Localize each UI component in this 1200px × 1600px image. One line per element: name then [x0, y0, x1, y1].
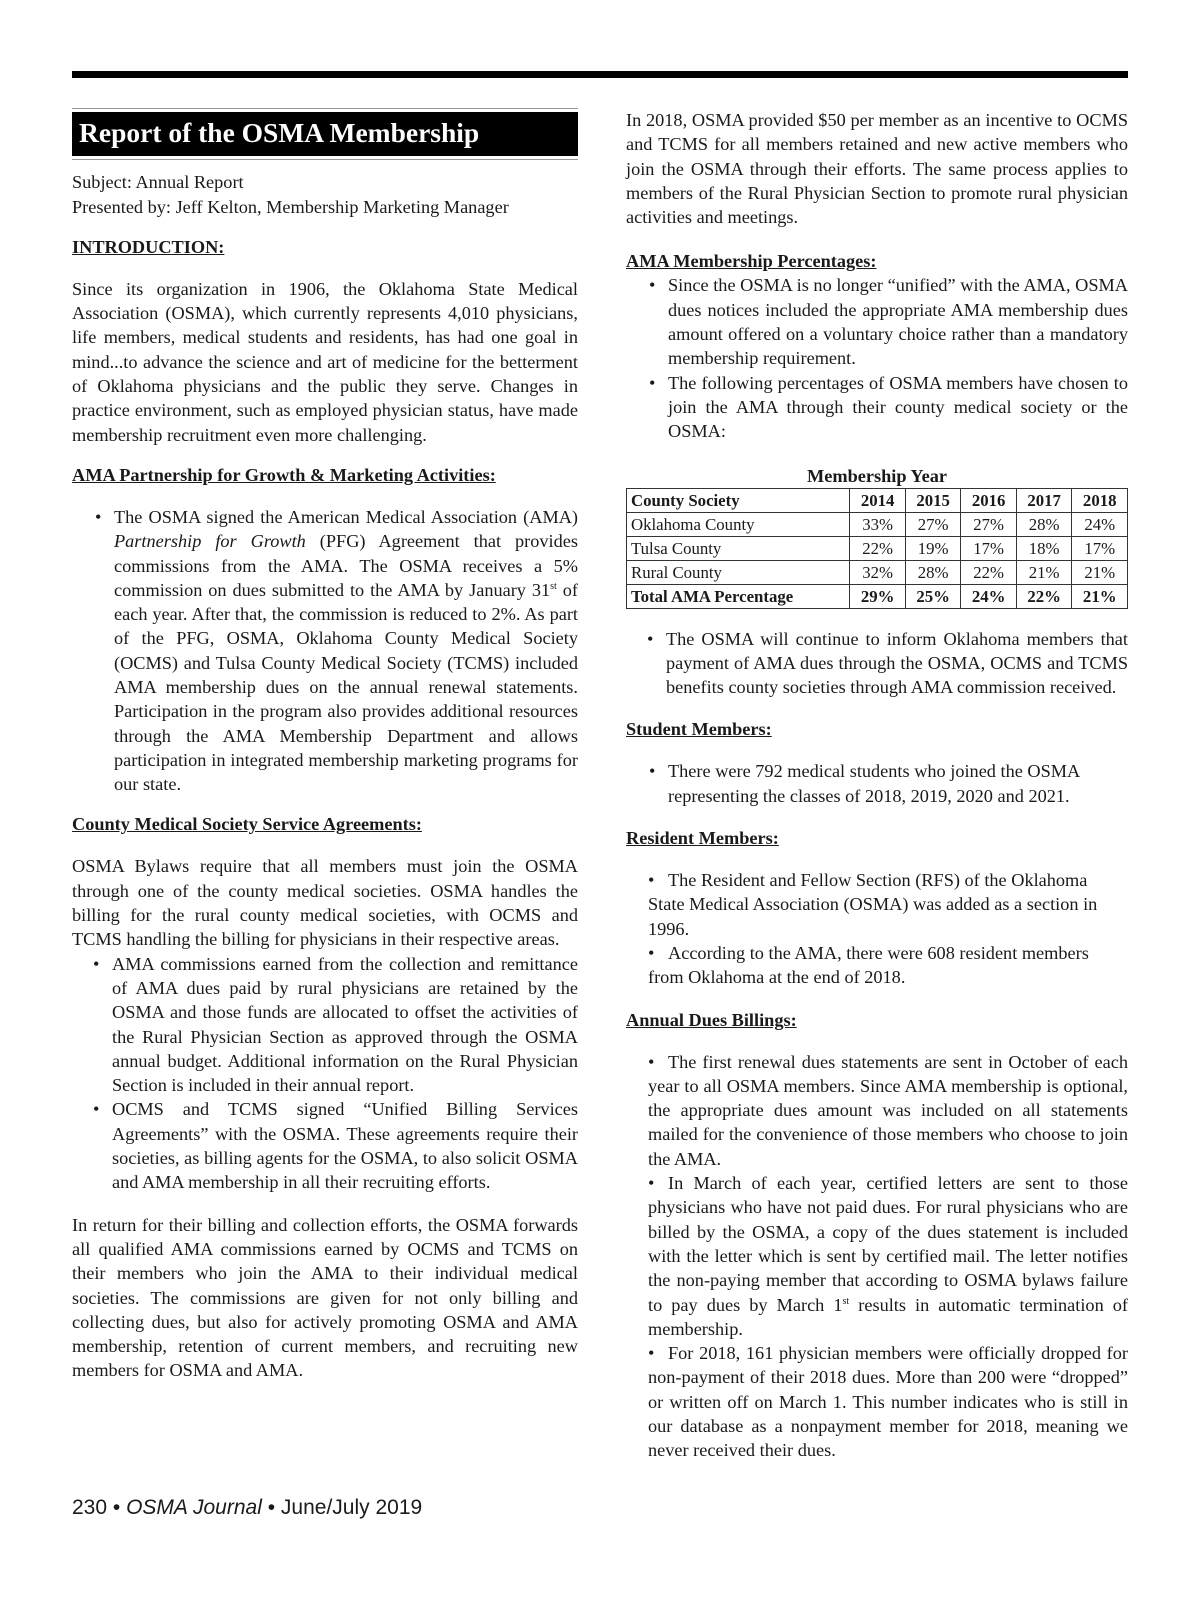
bullet-icon: •: [649, 275, 656, 296]
pfg-bullet: [95, 505, 578, 797]
table-row: [627, 560, 1128, 584]
dues-bullet: • For 2018, 161 physician members were officially dropped for non-payment of their 2018 dues. More than 200 were “dropped” or written off on March 1. This number indicates who is still in our database as a nonpayment member for 2018, meaning we never received their dues.: [648, 1343, 1128, 1461]
table-header: County Society: [627, 488, 850, 512]
table-total-row: [627, 584, 1128, 608]
title-box: [72, 108, 578, 160]
dues-bullet: • The first renewal dues statements are sent in October of each year to all OSMA members. Since AMA membership is optional, the appropriate dues amount was included on all statements mailed for the convenience of those members who choose to join the AMA.: [648, 1051, 1128, 1169]
table-cell: 29%: [850, 584, 906, 608]
bullet-icon: •: [649, 372, 656, 393]
county-heading: County Medical Society Service Agreements:: [72, 814, 422, 835]
bullet-icon: •: [648, 1051, 655, 1072]
students-bullet: • There were 792 medical students who joined the OSMA representing the classes of 2018, 2019, 2020 and 2021.: [649, 761, 1080, 806]
table-cell: 22%: [1016, 584, 1072, 608]
table-cell: 22%: [850, 536, 906, 560]
bullet-icon: •: [648, 942, 655, 963]
county-bullet: • OCMS and TCMS signed “Unified Billing Services Agreements” with the OSMA. These agreements require their societies, as billing agents for the OSMA, to also solicit OSMA and AMA membership in all their recruiting efforts.: [93, 1099, 578, 1193]
dues-bullet: • In March of each year, certified letters are sent to those physicians who have not paid dues. For rural physicians who are billed by the OSMA, a copy of the dues statement is included with the letter which is sent by certified mail. The letter notifies the non-paying member that according to OSMA bylaws failure to pay dues by March 1st results in automatic termination of membership.: [648, 1173, 1128, 1339]
residents-bullet: • According to the AMA, there were 608 resident members from Oklahoma at the end of 2018.: [648, 942, 1089, 988]
pfg-heading: AMA Partnership for Growth & Marketing Activities:: [72, 464, 496, 485]
pfg-italic: Partnership for Growth: [114, 531, 306, 552]
bullet-icon: •: [93, 953, 100, 974]
page-footer: [72, 1496, 422, 1520]
table-header: 2015: [905, 488, 961, 512]
bullet-icon: •: [648, 1173, 655, 1194]
table-cell: Oklahoma County: [627, 512, 850, 536]
journal-name: OSMA Journal: [126, 1496, 262, 1519]
table-cell: 19%: [905, 536, 961, 560]
county-text: OSMA Bylaws require that all members must join the OSMA through one of the county medical societies. OSMA handles the billing for the rural county medical societies, with OCMS and TCMS handling the billing for physicians in their respective areas.: [72, 856, 578, 950]
top-rule: [72, 71, 1128, 78]
footer-sep: •: [112, 1496, 121, 1519]
page-number: 230: [72, 1496, 108, 1519]
residents-heading: Resident Members:: [626, 828, 779, 849]
bullet-icon: •: [648, 1343, 655, 1364]
pfg-text-a: The OSMA signed the American Medical Association (AMA): [114, 506, 578, 527]
incentive-text: In 2018, OSMA provided $50 per member as an incentive to OCMS and TCMS for all members retained and new active members who join the OSMA through their efforts. The same process applies to members of the Rural Physician Section to promote rural physician activities and meetings.: [626, 110, 1128, 228]
table-cell: 27%: [905, 512, 961, 536]
pfg-sup: st: [550, 580, 557, 592]
subject-line: Subject: Annual Report: [72, 172, 244, 193]
percent-bullet: • The following percentages of OSMA members have chosen to join the AMA through their county medical society or the OSMA:: [649, 372, 1128, 442]
table-cell: 21%: [1072, 584, 1128, 608]
table-row: [627, 536, 1128, 560]
right-column: [626, 108, 1128, 1463]
bullet-icon: •: [649, 761, 656, 782]
bullet-icon: •: [93, 1099, 100, 1120]
table-cell: 18%: [1016, 536, 1072, 560]
table-cell: 21%: [1016, 560, 1072, 584]
table-header: 2016: [961, 488, 1017, 512]
bullet-icon: •: [648, 870, 655, 891]
table-title: Membership Year: [807, 465, 947, 486]
bullet-icon: •: [647, 628, 654, 649]
dues-list: [648, 1050, 1128, 1463]
table-cell: 25%: [905, 584, 961, 608]
table-cell: 22%: [961, 560, 1017, 584]
pfg-list: [95, 505, 578, 797]
report-meta: [72, 170, 578, 219]
county-list: [93, 952, 578, 1195]
percent-after-bullet: • The OSMA will continue to inform Oklahoma members that payment of AMA dues through the OSMA, OCMS and TCMS benefits county societies through AMA commission received.: [647, 628, 1128, 698]
presenter-line: Presented by: Jeff Kelton, Membership Marketing Manager: [72, 196, 509, 217]
issue-date: June/July 2019: [280, 1496, 423, 1519]
table-cell: 24%: [961, 584, 1017, 608]
left-column: [72, 108, 578, 1383]
residents-bullet: • The Resident and Fellow Section (RFS) of the Oklahoma State Medical Association (OSMA) was added as a section in 1996.: [648, 870, 1098, 939]
table-cell: 28%: [1016, 512, 1072, 536]
table-cell: 33%: [850, 512, 906, 536]
table-cell: 24%: [1072, 512, 1128, 536]
table-cell: Rural County: [627, 560, 850, 584]
report-title: Report of the OSMA Membership: [72, 112, 578, 156]
residents-list: [648, 868, 1128, 989]
table-header-row: [627, 488, 1128, 512]
table-row: [627, 512, 1128, 536]
students-heading: Student Members:: [626, 719, 772, 740]
percent-heading: AMA Membership Percentages:: [626, 251, 877, 272]
table-cell: 21%: [1072, 560, 1128, 584]
pfg-text-b: (PFG) Agreement that provides commissions from the AMA. The OSMA receives a 5% commission on dues submitted to the AMA by January 31: [114, 531, 578, 600]
intro-heading: INTRODUCTION:: [72, 236, 225, 257]
pfg-text-c: of each year. After that, the commission is reduced to 2%. As part of the PFG, OSMA, Oklahoma County Medical Society (OCMS) and Tulsa County Medical Society (TCMS) included AMA membership dues on the annual renewal statements. Participation in the program also provides additional resources through the AMA Membership Department and allows participation in integrated membership marketing programs for our state.: [114, 579, 578, 795]
table-cell: 28%: [905, 560, 961, 584]
intro-text: Since its organization in 1906, the Oklahoma State Medical Association (OSMA), which currently represents 4,010 physicians, life members, medical students and residents, has had one goal in mind...to advance the science and art of medicine for the betterment of Oklahoma physicians and the public they serve. Changes in practice environment, such as employed physician status, have made membership recruitment even more challenging.: [72, 278, 578, 445]
table-cell: 27%: [961, 512, 1017, 536]
county-bullet: • AMA commissions earned from the collection and remittance of AMA dues paid by rural physicians are retained by the OSMA and those funds are allocated to offset the activities of the Rural Physician Section as approved through the OSMA annual budget. Additional information on the Rural Physician Section is included in their annual report.: [93, 953, 578, 1096]
footer-sep: •: [267, 1496, 276, 1519]
percent-bullet: • Since the OSMA is no longer “unified” with the AMA, OSMA dues notices included the appropriate AMA membership dues amount offered on a voluntary choice rather than a mandatory membership requirement.: [649, 275, 1128, 369]
students-list: [649, 759, 1128, 808]
membership-table: [626, 488, 1128, 609]
table-cell: Tulsa County: [627, 536, 850, 560]
table-cell: 32%: [850, 560, 906, 584]
bullet-icon: •: [95, 506, 102, 527]
table-header: 2018: [1072, 488, 1128, 512]
percent-list: [649, 273, 1128, 443]
return-text: In return for their billing and collection efforts, the OSMA forwards all qualified AMA commissions earned by OCMS and TCMS on their members who join the AMA to their individual medical societies. The commissions are given for not only billing and collecting dues, but also for actively promoting OSMA and AMA membership, retention of current members, and recruiting new members for OSMA and AMA.: [72, 1214, 578, 1381]
table-header: 2014: [850, 488, 906, 512]
table-cell: Total AMA Percentage: [627, 584, 850, 608]
table-cell: 17%: [961, 536, 1017, 560]
table-header: 2017: [1016, 488, 1072, 512]
table-cell: 17%: [1072, 536, 1128, 560]
dues-sup: st: [842, 1295, 850, 1307]
dues-heading: Annual Dues Billings:: [626, 1009, 797, 1030]
percent-after-list: [647, 627, 1128, 700]
